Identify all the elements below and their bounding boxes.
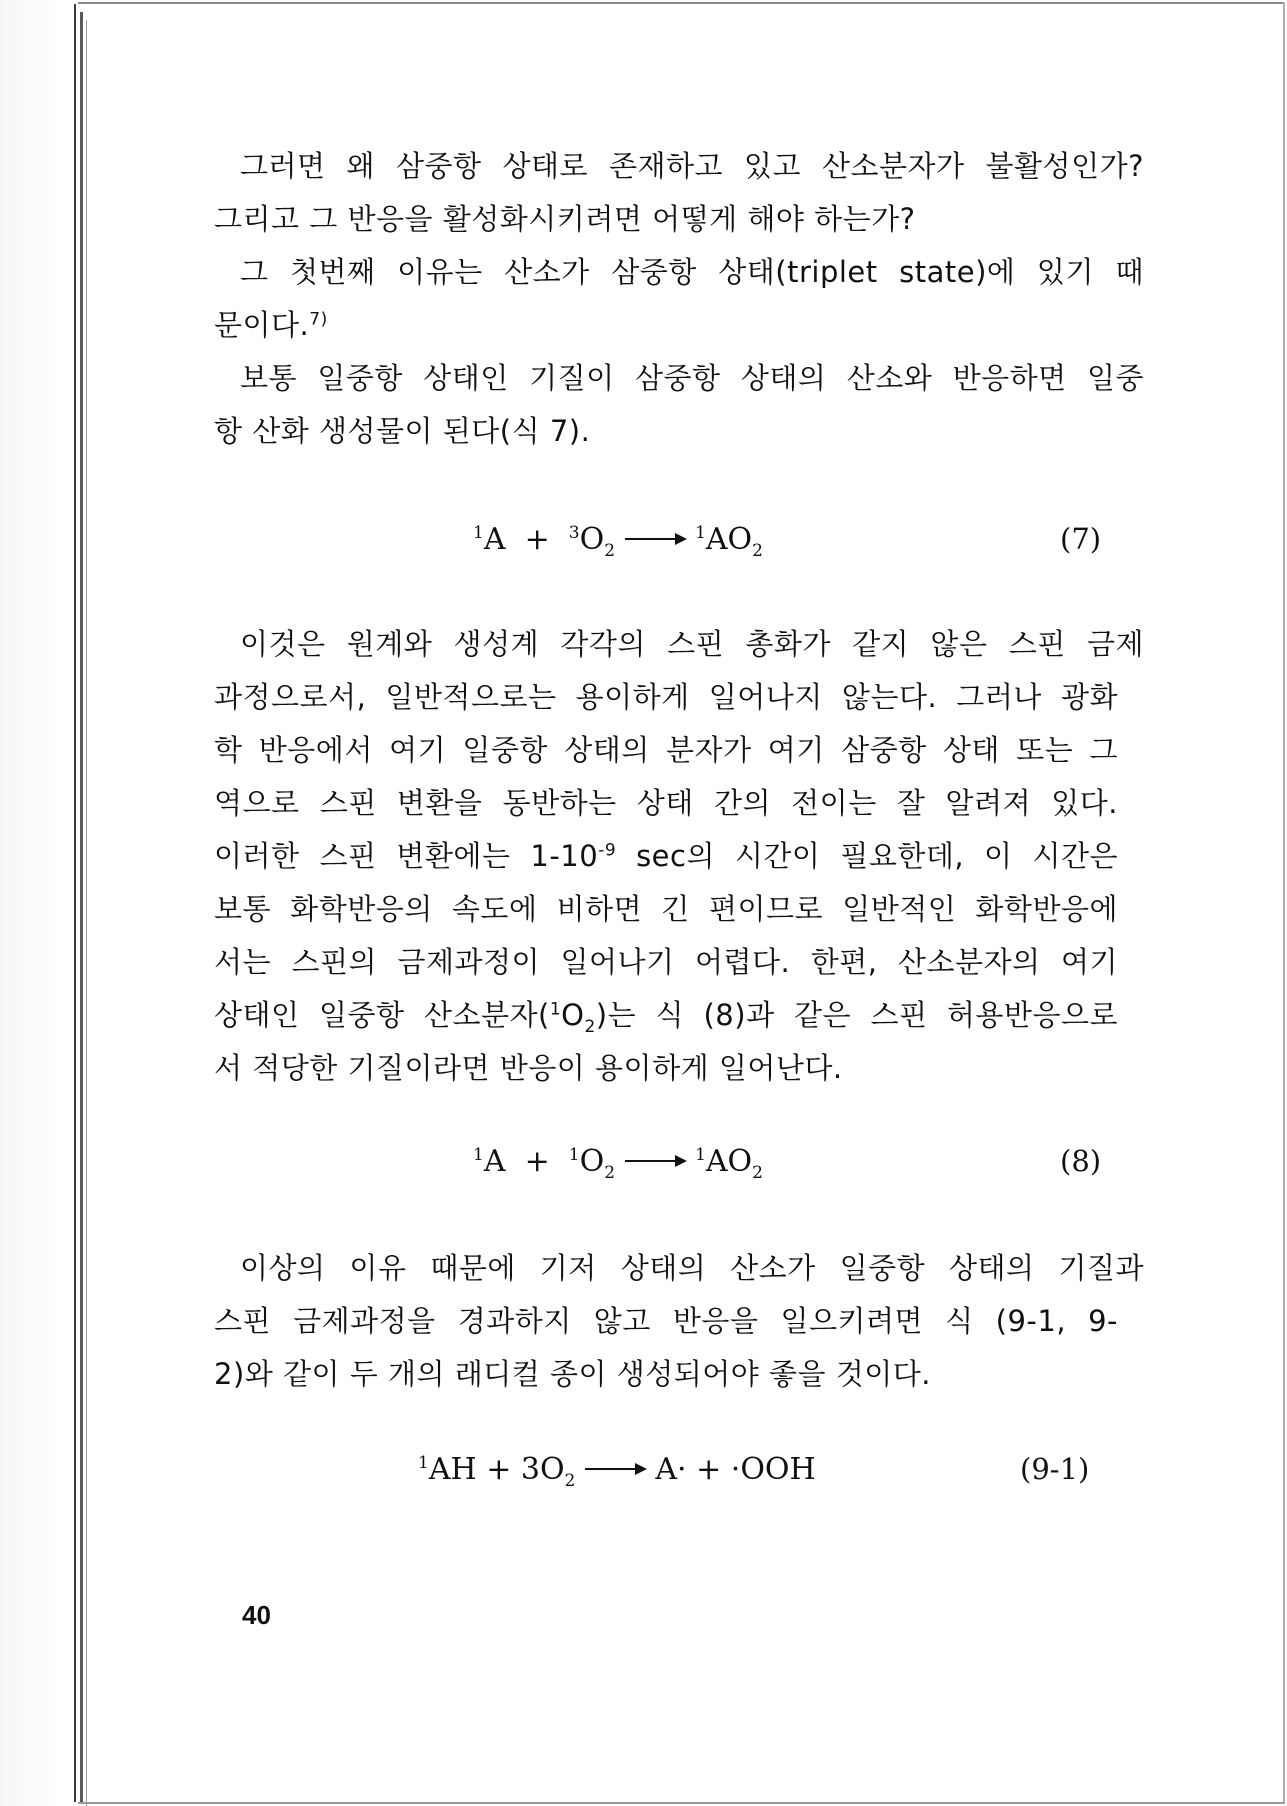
text-fragment: O [561,998,585,1032]
superscript: 3 [568,523,580,543]
product: A· + ·OOH [655,1452,816,1487]
text-fragment: 이러한 스핀 변환에는 1-10 [214,839,599,873]
subscript: 2 [604,1163,616,1183]
text-line: 이상의 이유 때문에 기저 상태의 산소가 일중항 상태의 기질과 [240,1251,1144,1285]
equation-number: (8) [1060,1144,1102,1178]
text-line: 이것은 원계와 생성계 각각의 스핀 총화가 같지 않은 스핀 금제 [240,627,1144,661]
superscript: 1 [695,1145,706,1165]
product: AO [705,522,753,557]
superscript: 1 [695,523,706,543]
reactant: AH + 3O [428,1452,565,1487]
reactant: O [579,1144,605,1179]
superscript: 1 [549,999,562,1020]
subscript: 2 [604,541,616,561]
reactant: O [579,522,605,557]
equation-7 [473,522,763,561]
reactant: A [483,522,506,557]
text-line: 서는 스핀의 금제과정이 일어나기 어렵다. 한편, 산소분자의 여기 [214,945,1118,979]
page-edge-line [80,12,83,1802]
equation-number: (7) [1060,522,1102,556]
equation-number: (9-1) [1020,1452,1090,1486]
text-fragment: )는 식 (8)과 같은 스핀 허용반응으로 [595,998,1118,1032]
text-fragment: 문이다. [214,308,310,342]
superscript: 1 [473,523,484,543]
reaction-arrow-icon [625,538,685,540]
text-line: 항 산화 생성물이 된다(식 7). [214,414,591,448]
text-line [214,989,1118,1042]
text-line: 학 반응에서 여기 일중항 상태의 분자가 여기 삼중항 상태 또는 그 [214,733,1118,767]
page-edge-line [74,4,76,1802]
text-fragment: sec의 시간이 필요한데, 이 시간은 [636,839,1118,873]
text-fragment: 상태인 일중항 산소분자( [214,998,550,1032]
text-line: 그러면 왜 삼중항 상태로 존재하고 있고 산소분자가 불활성인가? [240,149,1144,183]
plus-sign: + [524,522,550,557]
page-edge-line [86,20,87,1806]
page-number: 40 [242,1600,271,1630]
superscript: 1 [418,1453,429,1473]
text-line [214,299,1118,352]
subscript: 2 [584,1016,596,1037]
text-line [214,830,1118,883]
reaction-arrow-icon [625,1160,685,1162]
text-line: 서 적당한 기질이라면 반응이 용이하게 일어난다. [214,1051,843,1085]
superscript: 1 [473,1145,484,1165]
equation-9-1 [418,1452,816,1491]
product: AO [705,1144,753,1179]
plus-sign: + [524,1144,550,1179]
superscript: 1 [568,1145,580,1165]
exponent: -9 [598,840,617,861]
text-line: 그리고 그 반응을 활성화시키려면 어떻게 해야 하는가? [214,202,916,236]
text-line: 보통 일중항 상태인 기질이 삼중항 상태의 산소와 반응하면 일중 [240,361,1144,395]
text-line: 그 첫번째 이유는 산소가 삼중항 상태(triplet state)에 있기 때 [240,255,1144,289]
reaction-arrow-icon [585,1468,645,1470]
subscript: 2 [752,1163,763,1183]
page-border-right [1283,2,1285,1804]
page-border-bottom [78,1802,1285,1804]
subscript: 2 [564,1471,576,1491]
footnote-reference: 7) [309,309,328,330]
text-line: 스핀 금제과정을 경과하지 않고 반응을 일으키려면 식 (9-1, 9- [214,1304,1118,1338]
page-border-top [78,2,1283,4]
text-line: 과정으로서, 일반적으로는 용이하게 일어나지 않는다. 그러나 광화 [214,680,1118,714]
subscript: 2 [752,541,763,561]
text-line: 보통 화학반응의 속도에 비하면 긴 편이므로 일반적인 화학반응에 [214,892,1118,926]
text-line: 2)와 같이 두 개의 래디컬 종이 생성되어야 좋을 것이다. [214,1357,932,1391]
text-line: 역으로 스핀 변환을 동반하는 상태 간의 전이는 잘 알려져 있다. [214,786,1118,820]
equation-8 [473,1144,763,1183]
page-binding-shadow [0,0,78,1806]
reactant: A [483,1144,506,1179]
